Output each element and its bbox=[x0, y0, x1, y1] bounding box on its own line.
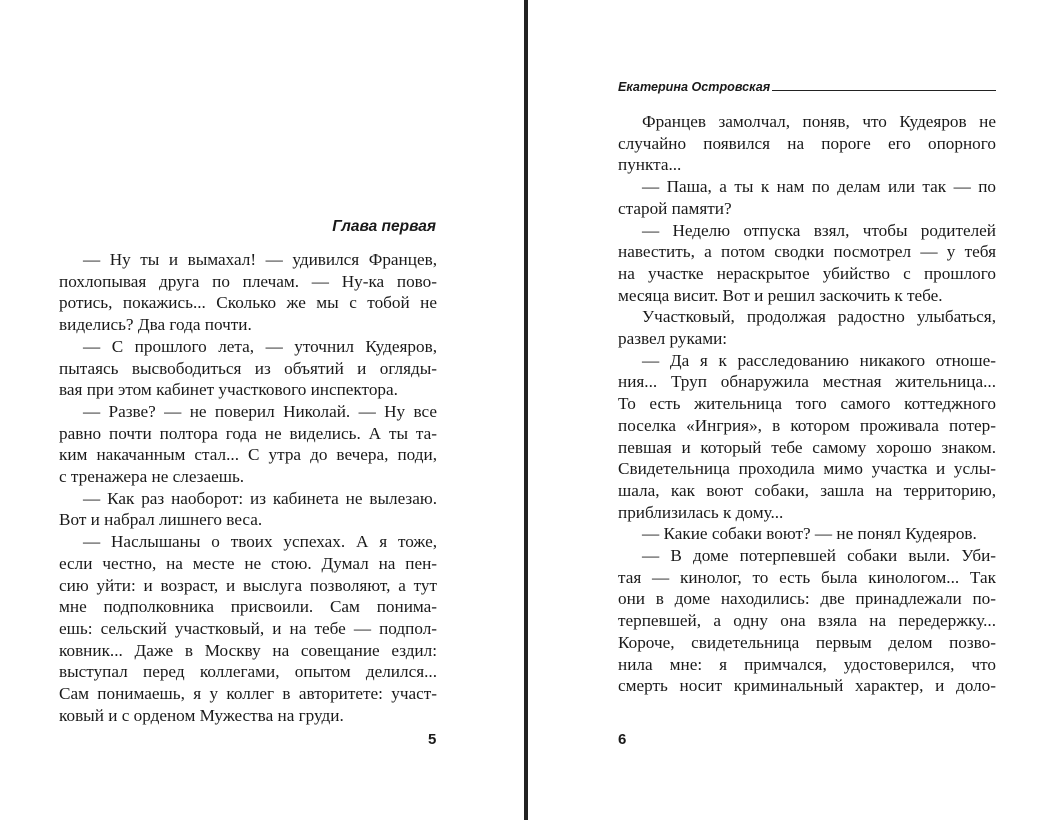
text-line: Участковый, продолжая радостно улыбаться, bbox=[642, 307, 996, 327]
right-page-text bbox=[618, 111, 996, 697]
text-line: пытаясь высвободиться из объятий и огляды- bbox=[59, 358, 437, 378]
text-line: — Какие собаки воют? — не понял Кудеяров. bbox=[642, 524, 977, 544]
text-line: с тренажера не слезаешь. bbox=[59, 467, 245, 487]
text-line: ким накачанным стал... С утра до вечера, поди, bbox=[59, 445, 437, 465]
text-line: шала, как воют собаки, зашла на территорию, bbox=[618, 480, 996, 500]
text-line: сию уйти: и возраст, и выслуга позволяют, а тут bbox=[59, 575, 437, 595]
text-line: навестить, а потом сводки посмотрел — у тебя bbox=[618, 242, 996, 262]
text-line: терпевшей, а одну она взяла на передержку... bbox=[618, 611, 996, 631]
text-line: поселка «Ингрия», в котором проживала потер- bbox=[618, 415, 996, 435]
text-line: ния... Труп обнаружила местная жительница... bbox=[618, 372, 996, 392]
text-line: — Разве? — не поверил Николай. — Ну все bbox=[83, 401, 437, 421]
text-line: ешь: сельский участковый, и на тебе — подпол- bbox=[59, 618, 437, 638]
text-line: развел руками: bbox=[618, 329, 728, 349]
text-line: нила мне: я примчался, удостоверился, что bbox=[618, 654, 996, 674]
text-line: ковник... Даже в Москву на совещание ездил: bbox=[59, 640, 437, 660]
text-line: похлопывая друга по плечам. — Ну-ка пово- bbox=[59, 271, 437, 291]
text-line: ротись, покажись... Сколько же мы с тобой не bbox=[59, 293, 437, 313]
text-line: Вот и набрал лишнего веса. bbox=[59, 510, 263, 530]
text-line: — Да я к расследованию никакого отноше- bbox=[642, 350, 996, 370]
text-line: То есть жительница того самого коттеджного bbox=[618, 394, 996, 414]
text-line: месяца висит. Вот и решил заскочить к тебе. bbox=[618, 285, 943, 305]
text-line: — С прошлого лета, — уточнил Кудеяров, bbox=[83, 336, 437, 356]
left-page-text bbox=[59, 249, 437, 726]
left-page bbox=[0, 0, 524, 820]
running-head bbox=[618, 80, 996, 94]
text-line: приблизилась к дому... bbox=[618, 502, 784, 522]
text-line: выступал перед коллегами, опытом делился... bbox=[59, 662, 437, 682]
text-line: — В доме потерпевшей собаки выли. Уби- bbox=[642, 546, 996, 566]
text-line: они в доме находились: две принадлежали по- bbox=[618, 589, 996, 609]
text-line: если честно, на месте не стою. Думал на пен- bbox=[59, 553, 437, 573]
running-head-author: Екатерина Островская bbox=[618, 80, 771, 94]
page-number-right: 6 bbox=[618, 731, 627, 748]
text-line: ковый и с орденом Мужества на груди. bbox=[59, 705, 344, 725]
text-line: Сам понимаешь, я у коллег в авторитете: участ- bbox=[59, 684, 437, 704]
text-line: мне подполковника присвоили. Сам понима- bbox=[59, 597, 437, 617]
right-page bbox=[528, 0, 1056, 820]
text-line: — Неделю отпуска взял, чтобы родителей bbox=[642, 220, 996, 240]
chapter-title: Глава первая bbox=[332, 218, 436, 235]
text-line: Короче, свидетельница первым делом позво- bbox=[618, 632, 996, 652]
text-line: на участке нераскрытое убийство с прошлого bbox=[618, 263, 996, 283]
page-number-left: 5 bbox=[428, 731, 437, 748]
text-line: равно почти полтора года не виделись. А ты та- bbox=[59, 423, 437, 443]
text-line: смерть носит криминальный характер, и доло- bbox=[618, 676, 996, 696]
text-line: — Паша, а ты к нам по делам или так — по bbox=[642, 177, 996, 197]
text-line: — Ну ты и вымахал! — удивился Францев, bbox=[83, 250, 437, 269]
running-head-rule bbox=[772, 90, 996, 91]
text-line: пункта... bbox=[618, 155, 682, 175]
text-line: тая — кинолог, то есть была кинологом... Так bbox=[618, 567, 996, 587]
text-line: Свидетельница проходила мимо участка и услы- bbox=[618, 459, 996, 479]
text-line: певшая и который тебе самому хорошо знаком. bbox=[618, 437, 996, 457]
text-line: виделись? Два года почти. bbox=[59, 315, 252, 335]
text-line: — Как раз наоборот: из кабинета не вылезаю. bbox=[83, 488, 437, 508]
text-line: Францев замолчал, поняв, что Кудеяров не bbox=[642, 112, 996, 131]
text-line: вая при этом кабинет участкового инспектора. bbox=[59, 380, 398, 400]
text-line: — Наслышаны о твоих успехах. А я тоже, bbox=[83, 532, 437, 552]
text-line: старой памяти? bbox=[618, 198, 732, 218]
text-line: случайно появился на пороге его опорного bbox=[618, 133, 996, 153]
